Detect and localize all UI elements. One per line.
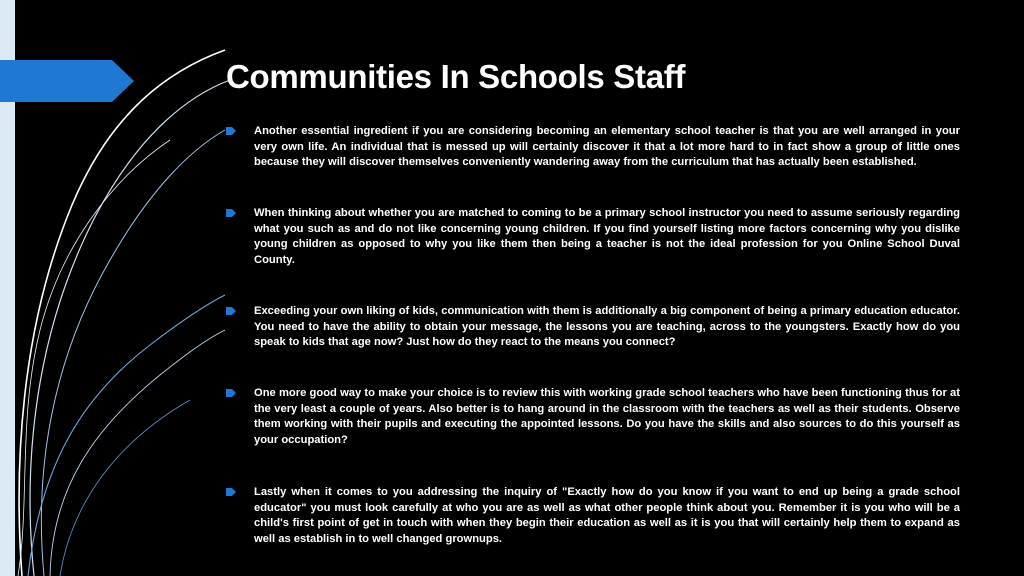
bullet-text: When thinking about whether you are matched to coming to be a primary school instructor you need to assume seriously regarding what you such as and do not like concerning young children. If you find yourself listing more factors concerning why you dislike young children as opposed to why you like them then being a teacher is not the ideal profession for you Online School Duval County. — [254, 207, 960, 266]
bullet-text: One more good way to make your choice is to review this with working grade school teachers who have been functioning thus for at the very least a couple of years. Also better is to hang around in the classroom with the teachers as well as their students. Observe them working with their pupils and executing the appointed lessons. Do you have the skills and also sources to do this yourself as your occupation? — [254, 387, 960, 446]
bullet-text: Another essential ingredient if you are considering becoming an elementary school teacher is that you are well arranged in your very own life. An individual that is messed up will certainly discover it that a lot more hard to in fact show a group of little ones because they will discover themselves conveniently wandering away from the curriculum that has actually been established. — [254, 125, 960, 169]
bullet-item — [226, 485, 960, 547]
bullet-item — [226, 124, 960, 171]
bullet-item — [226, 304, 960, 351]
arrow-bullet-icon — [226, 209, 236, 217]
bullet-item — [226, 206, 960, 268]
bullet-item — [226, 386, 960, 448]
arrow-bullet-icon — [226, 127, 236, 135]
arrow-bullet-icon — [226, 488, 236, 496]
bullet-text: Lastly when it comes to you addressing the inquiry of "Exactly how do you know if you want to end up being a grade school educator" you must look carefully at who you are as well as what other people think about you. Remember it is you who will be a child's first point of get in touch with when they begin their education as well as it is you that will certainly help them to expand as well as establish in to well changed grownups. — [254, 486, 960, 545]
arrow-bullet-icon — [226, 389, 236, 397]
arrow-bullet-icon — [226, 307, 236, 315]
title-arrow-shape — [0, 60, 135, 102]
bullet-text: Exceeding your own liking of kids, communication with them is additionally a big component of being a primary education educator. You need to have the ability to obtain your message, the lessons you are teaching, across to the youngsters. Exactly how do you speak to kids that age now? Just how do they react to the means you connect? — [254, 305, 960, 349]
slide-title: Communities In Schools Staff — [226, 58, 686, 95]
